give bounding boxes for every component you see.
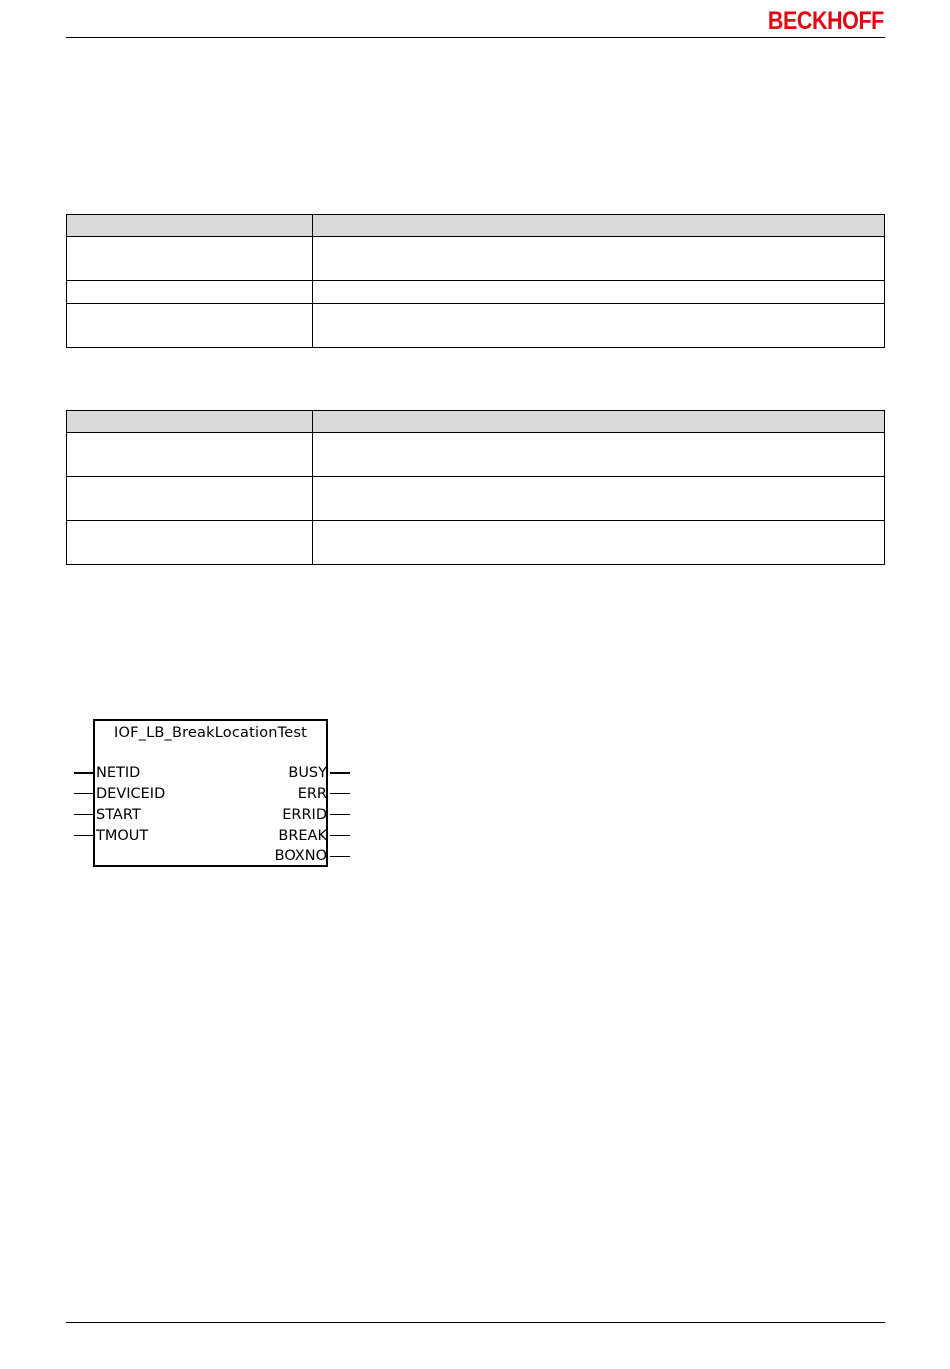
output-connector-line (330, 772, 350, 774)
table-cell (313, 521, 885, 565)
table-cell (67, 477, 313, 521)
table-row (67, 304, 885, 348)
table-cell (67, 521, 313, 565)
footer-divider (66, 1322, 885, 1323)
output-connector-line (330, 793, 350, 794)
header-divider (66, 37, 885, 38)
table-header-row (67, 411, 885, 433)
output-pin-break: BREAK (278, 828, 327, 844)
table-cell (313, 281, 885, 304)
table-row (67, 237, 885, 281)
output-pin-busy: BUSY (288, 765, 327, 781)
table-cell (67, 237, 313, 281)
input-pin-start: START (96, 807, 141, 823)
input-connector-line (74, 814, 94, 815)
output-pin-boxno: BOXNO (274, 848, 327, 864)
output-connector-line (330, 835, 350, 836)
table-header-cell (67, 411, 313, 433)
table-cell (313, 304, 885, 348)
table-header-cell (313, 215, 885, 237)
table-cell (313, 477, 885, 521)
inputs-table (66, 214, 885, 348)
input-pin-tmout: TMOUT (96, 828, 149, 844)
table-cell (313, 433, 885, 477)
table-header-cell (67, 215, 313, 237)
input-pin-netid: NETID (96, 765, 141, 781)
input-pin-deviceid: DEVICEID (96, 786, 166, 802)
output-connector-line (330, 814, 350, 815)
beckhoff-logo: BECKHOFF (767, 7, 884, 35)
table-cell (67, 304, 313, 348)
table-row (67, 477, 885, 521)
outputs-table (66, 410, 885, 565)
table-cell (313, 237, 885, 281)
input-connector-line (74, 793, 94, 794)
table-header-cell (313, 411, 885, 433)
table-row (67, 281, 885, 304)
output-pin-err: ERR (297, 786, 327, 802)
input-connector-line (74, 772, 94, 774)
output-connector-line (330, 856, 350, 857)
input-connector-line (74, 835, 94, 836)
table-row (67, 521, 885, 565)
table-cell (67, 281, 313, 304)
function-block-title: IOF_LB_BreakLocationTest (113, 725, 308, 741)
table-row (67, 433, 885, 477)
table-cell (67, 433, 313, 477)
table-header-row (67, 215, 885, 237)
output-pin-errid: ERRID (282, 807, 327, 823)
